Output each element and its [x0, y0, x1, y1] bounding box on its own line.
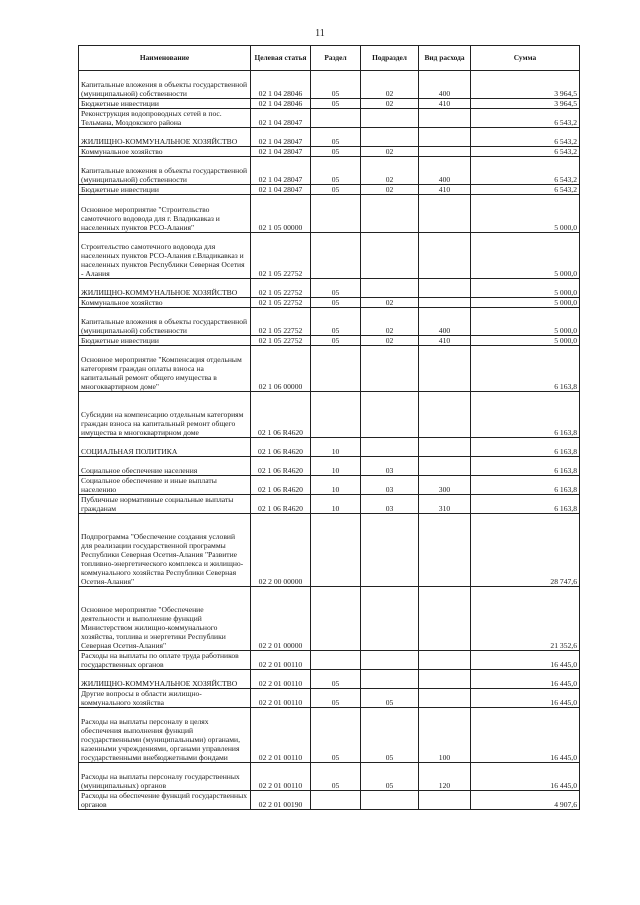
cell-code: 02 1 04 28047 — [251, 185, 311, 195]
table-row — [79, 587, 580, 651]
cell-type: 410 — [419, 336, 471, 346]
cell-section: 05 — [311, 128, 361, 147]
cell-code: 02 2 01 00000 — [251, 587, 311, 651]
header-code: Целевая статья — [251, 46, 311, 71]
cell-subsection: 02 — [361, 71, 419, 99]
table-row — [79, 185, 580, 195]
cell-sum: 5 000,0 — [471, 308, 580, 336]
cell-name: Основное мероприятие "Компенсация отдельным категориям граждан оплаты взноса на капитальный ремонт общего имущества в многоквартирном доме" — [79, 346, 251, 392]
table-row — [79, 298, 580, 308]
cell-name: Капитальные вложения в объекты государственной (муниципальной) собственности — [79, 308, 251, 336]
cell-section — [311, 392, 361, 438]
cell-section: 05 — [311, 185, 361, 195]
cell-subsection: 05 — [361, 763, 419, 791]
cell-sum: 6 543,2 — [471, 128, 580, 147]
cell-section: 05 — [311, 279, 361, 298]
table-row — [79, 651, 580, 670]
cell-name: Расходы на выплаты персоналу в целях обеспечения выполнения функций государственными (муниципальными) органами, казенными учреждениями, органами управления государственными внебюджетными фондами — [79, 708, 251, 763]
table-row — [79, 689, 580, 708]
cell-name: Социальное обеспечение и иные выплаты населению — [79, 476, 251, 495]
cell-code: 02 1 05 22752 — [251, 308, 311, 336]
cell-code: 02 2 01 00190 — [251, 791, 311, 810]
cell-subsection — [361, 791, 419, 810]
cell-type: 100 — [419, 708, 471, 763]
cell-type — [419, 651, 471, 670]
cell-section: 05 — [311, 336, 361, 346]
cell-type — [419, 791, 471, 810]
cell-section — [311, 109, 361, 128]
cell-type — [419, 689, 471, 708]
cell-name: Реконструкция водопроводных сетей в пос. Тельмана, Моздокского района — [79, 109, 251, 128]
cell-code: 02 1 06 R4620 — [251, 476, 311, 495]
cell-subsection: 02 — [361, 157, 419, 185]
cell-sum: 21 352,6 — [471, 587, 580, 651]
table-row — [79, 147, 580, 157]
cell-name: Основное мероприятие "Строительство самотечного водовода для г. Владикавказ и населенных пунктов РСО-Алания" — [79, 195, 251, 233]
cell-name: Капитальные вложения в объекты государственной (муниципальной) собственности — [79, 71, 251, 99]
cell-code: 02 2 01 00110 — [251, 651, 311, 670]
cell-section: 10 — [311, 495, 361, 514]
cell-type: 400 — [419, 71, 471, 99]
cell-section: 05 — [311, 763, 361, 791]
cell-sum: 6 543,2 — [471, 109, 580, 128]
cell-code: 02 1 06 R4620 — [251, 495, 311, 514]
cell-subsection — [361, 233, 419, 279]
cell-code: 02 1 05 22752 — [251, 298, 311, 308]
table-row — [79, 195, 580, 233]
cell-sum: 5 000,0 — [471, 298, 580, 308]
cell-sum: 16 445,0 — [471, 708, 580, 763]
cell-section: 05 — [311, 99, 361, 109]
cell-sum: 6 543,2 — [471, 147, 580, 157]
cell-name: Социальное обеспечение населения — [79, 457, 251, 476]
cell-code: 02 2 01 00110 — [251, 670, 311, 689]
cell-subsection — [361, 651, 419, 670]
cell-type — [419, 587, 471, 651]
cell-type — [419, 346, 471, 392]
table-row — [79, 346, 580, 392]
cell-subsection: 02 — [361, 336, 419, 346]
cell-name: ЖИЛИЩНО-КОММУНАЛЬНОЕ ХОЗЯЙСТВО — [79, 670, 251, 689]
cell-name: Строительство самотечного водовода для населенных пунктов РСО-Алания г.Владикавказ и населенных пунктов Республики Северная Осетия - Алания — [79, 233, 251, 279]
cell-sum: 5 000,0 — [471, 233, 580, 279]
table-row — [79, 438, 580, 457]
cell-type — [419, 279, 471, 298]
cell-subsection — [361, 392, 419, 438]
cell-name: Расходы на выплаты по оплате труда работников государственных органов — [79, 651, 251, 670]
cell-subsection: 02 — [361, 185, 419, 195]
cell-section: 05 — [311, 147, 361, 157]
page-number: 11 — [315, 28, 325, 39]
cell-code: 02 1 05 22752 — [251, 279, 311, 298]
table-row — [79, 336, 580, 346]
cell-sum: 16 445,0 — [471, 670, 580, 689]
cell-code: 02 2 01 00110 — [251, 763, 311, 791]
cell-sum: 3 964,5 — [471, 99, 580, 109]
table-row — [79, 476, 580, 495]
cell-code: 02 1 04 28047 — [251, 128, 311, 147]
cell-type: 300 — [419, 476, 471, 495]
table-row — [79, 99, 580, 109]
cell-name: ЖИЛИЩНО-КОММУНАЛЬНОЕ ХОЗЯЙСТВО — [79, 128, 251, 147]
table-row — [79, 392, 580, 438]
cell-type — [419, 514, 471, 587]
cell-type — [419, 233, 471, 279]
cell-subsection — [361, 195, 419, 233]
cell-name: Капитальные вложения в объекты государственной (муниципальной) собственности — [79, 157, 251, 185]
cell-name: Публичные нормативные социальные выплаты гражданам — [79, 495, 251, 514]
cell-subsection: 05 — [361, 708, 419, 763]
cell-section: 05 — [311, 71, 361, 99]
table-row — [79, 109, 580, 128]
cell-sum: 3 964,5 — [471, 71, 580, 99]
cell-subsection: 03 — [361, 457, 419, 476]
cell-section — [311, 791, 361, 810]
table-row — [79, 791, 580, 810]
cell-type: 400 — [419, 308, 471, 336]
cell-section: 05 — [311, 708, 361, 763]
cell-sum: 28 747,6 — [471, 514, 580, 587]
cell-name: Расходы на выплаты персоналу государственных (муниципальных) органов — [79, 763, 251, 791]
cell-subsection — [361, 514, 419, 587]
cell-name: Бюджетные инвестиции — [79, 185, 251, 195]
cell-section: 10 — [311, 438, 361, 457]
cell-code: 02 1 05 22752 — [251, 233, 311, 279]
cell-section: 05 — [311, 157, 361, 185]
cell-type: 120 — [419, 763, 471, 791]
table-row — [79, 670, 580, 689]
cell-type — [419, 457, 471, 476]
cell-section — [311, 346, 361, 392]
cell-section: 05 — [311, 298, 361, 308]
cell-type — [419, 147, 471, 157]
table-row — [79, 308, 580, 336]
cell-subsection: 02 — [361, 308, 419, 336]
header-name: Наименование — [79, 46, 251, 71]
cell-subsection: 03 — [361, 476, 419, 495]
cell-subsection: 02 — [361, 99, 419, 109]
table-row — [79, 128, 580, 147]
cell-code: 02 2 00 00000 — [251, 514, 311, 587]
cell-sum: 6 163,8 — [471, 495, 580, 514]
cell-sum: 5 000,0 — [471, 195, 580, 233]
cell-sum: 6 163,8 — [471, 346, 580, 392]
cell-section — [311, 233, 361, 279]
cell-section — [311, 195, 361, 233]
cell-sum: 16 445,0 — [471, 689, 580, 708]
cell-type — [419, 109, 471, 128]
cell-subsection: 02 — [361, 298, 419, 308]
cell-code: 02 1 06 R4620 — [251, 457, 311, 476]
cell-code: 02 1 04 28047 — [251, 157, 311, 185]
table-row — [79, 457, 580, 476]
cell-type: 310 — [419, 495, 471, 514]
cell-section — [311, 587, 361, 651]
header-section: Раздел — [311, 46, 361, 71]
cell-code: 02 2 01 00110 — [251, 708, 311, 763]
cell-sum: 4 907,6 — [471, 791, 580, 810]
header-subsection: Подраздел — [361, 46, 419, 71]
cell-name: Бюджетные инвестиции — [79, 99, 251, 109]
cell-sum: 5 000,0 — [471, 336, 580, 346]
cell-sum: 6 543,2 — [471, 157, 580, 185]
cell-code: 02 1 06 R4620 — [251, 392, 311, 438]
cell-sum: 6 163,8 — [471, 438, 580, 457]
cell-code: 02 1 06 00000 — [251, 346, 311, 392]
table-row — [79, 71, 580, 99]
cell-subsection: 03 — [361, 495, 419, 514]
cell-code: 02 1 04 28047 — [251, 147, 311, 157]
cell-name: Коммунальное хозяйство — [79, 298, 251, 308]
cell-section: 10 — [311, 476, 361, 495]
cell-sum: 6 163,8 — [471, 457, 580, 476]
cell-sum: 16 445,0 — [471, 651, 580, 670]
cell-code: 02 1 06 R4620 — [251, 438, 311, 457]
cell-subsection — [361, 128, 419, 147]
cell-name: Другие вопросы в области жилищно-коммунального хозяйства — [79, 689, 251, 708]
cell-type — [419, 195, 471, 233]
cell-name: Подпрограмма "Обеспечение создания условий для реализации государственной программы Республики Северная Осетия-Алания "Развитие топливно-энергетического комплекса и жилищно-коммунального хозяйства Республики Северная Осетия-Алания" — [79, 514, 251, 587]
cell-name: Коммунальное хозяйство — [79, 147, 251, 157]
cell-sum: 6 543,2 — [471, 185, 580, 195]
cell-name: СОЦИАЛЬНАЯ ПОЛИТИКА — [79, 438, 251, 457]
cell-subsection — [361, 346, 419, 392]
cell-section: 05 — [311, 308, 361, 336]
cell-type: 410 — [419, 99, 471, 109]
table-row — [79, 495, 580, 514]
cell-type: 410 — [419, 185, 471, 195]
cell-section: 05 — [311, 670, 361, 689]
cell-sum: 5 000,0 — [471, 279, 580, 298]
cell-name: ЖИЛИЩНО-КОММУНАЛЬНОЕ ХОЗЯЙСТВО — [79, 279, 251, 298]
cell-type — [419, 298, 471, 308]
table-row — [79, 708, 580, 763]
cell-code: 02 1 05 00000 — [251, 195, 311, 233]
cell-type — [419, 392, 471, 438]
table-row — [79, 279, 580, 298]
cell-section — [311, 651, 361, 670]
cell-sum: 16 445,0 — [471, 763, 580, 791]
cell-code: 02 2 01 00110 — [251, 689, 311, 708]
cell-code: 02 1 04 28047 — [251, 109, 311, 128]
cell-section — [311, 514, 361, 587]
cell-subsection — [361, 109, 419, 128]
cell-section: 05 — [311, 689, 361, 708]
cell-name: Расходы на обеспечение функций государственных органов — [79, 791, 251, 810]
header-type: Вид расхода — [419, 46, 471, 71]
cell-section: 10 — [311, 457, 361, 476]
cell-name: Бюджетные инвестиции — [79, 336, 251, 346]
cell-type — [419, 438, 471, 457]
table-row — [79, 763, 580, 791]
cell-code: 02 1 04 28046 — [251, 71, 311, 99]
table-row — [79, 233, 580, 279]
cell-subsection — [361, 670, 419, 689]
table-row — [79, 514, 580, 587]
header-sum: Сумма — [471, 46, 580, 71]
cell-subsection: 05 — [361, 689, 419, 708]
cell-sum: 6 163,8 — [471, 476, 580, 495]
budget-table — [78, 45, 580, 810]
cell-code: 02 1 04 28046 — [251, 99, 311, 109]
cell-subsection: 02 — [361, 147, 419, 157]
cell-code: 02 1 05 22752 — [251, 336, 311, 346]
cell-type: 400 — [419, 157, 471, 185]
cell-type — [419, 670, 471, 689]
cell-subsection — [361, 587, 419, 651]
cell-type — [419, 128, 471, 147]
cell-sum: 6 163,8 — [471, 392, 580, 438]
cell-name: Основное мероприятие "Обеспечение деятельности и выполнение функций Министерством жилищно-коммунального хозяйства, топлива и энергетики Республики Северная Осетия-Алания" — [79, 587, 251, 651]
cell-subsection — [361, 438, 419, 457]
table-row — [79, 157, 580, 185]
table-header-row — [79, 46, 580, 71]
cell-subsection — [361, 279, 419, 298]
cell-name: Субсидии на компенсацию отдельным категориям граждан взноса на капитальный ремонт общего имущества в многоквартирном доме — [79, 392, 251, 438]
